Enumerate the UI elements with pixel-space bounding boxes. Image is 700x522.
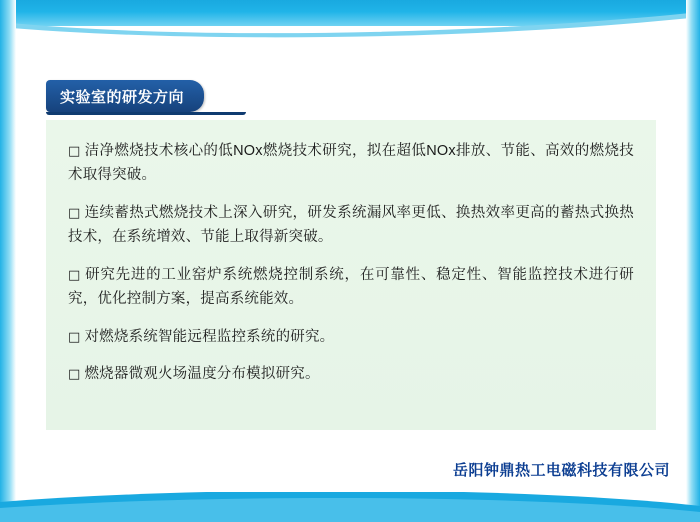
bullet-marker-icon: □ (68, 144, 81, 159)
bullet-item (68, 140, 634, 188)
bullet-marker-icon: □ (68, 267, 82, 283)
bullet-text: 对燃烧系统智能远程监控系统的研究。 (84, 328, 335, 345)
bullet-text: 洁净燃烧技术核心的低NOx燃烧技术研究，拟在超低NOx排放、节能、高效的燃烧技术取得突破。 (68, 143, 635, 183)
bullet-marker-icon: □ (68, 367, 81, 383)
bullet-item (68, 202, 634, 250)
title-underline (46, 112, 246, 115)
bullet-text: 燃烧器微观火场温度分布模拟研究。 (84, 366, 320, 383)
bottom-band (0, 492, 700, 522)
bullet-text: 研究先进的工业窑炉系统燃烧控制系统，在可靠性、稳定性、智能监控技术进行研究，优化控制方案，提高系统能效。 (68, 266, 635, 307)
bullet-item (68, 363, 634, 387)
top-band-curve (0, 0, 700, 40)
bullet-text: 连续蓄热式燃烧技术上深入研究，研发系统漏风率更低、换热效率更高的蓄热式换热技术，在系统增效、节能上取得新突破。 (68, 204, 634, 245)
bullet-item (68, 326, 634, 350)
slide-title-tab (46, 80, 204, 112)
bullet-item (68, 264, 634, 312)
content-panel (46, 120, 656, 430)
bullet-marker-icon: □ (68, 205, 81, 221)
right-edge-band (686, 0, 700, 522)
bullet-marker-icon: □ (68, 329, 81, 345)
left-edge-band (0, 0, 16, 522)
page-title: 实验室的研发方向 (60, 88, 185, 106)
footer-company-name: 岳阳钟鼎热工电磁科技有限公司 (452, 462, 670, 479)
